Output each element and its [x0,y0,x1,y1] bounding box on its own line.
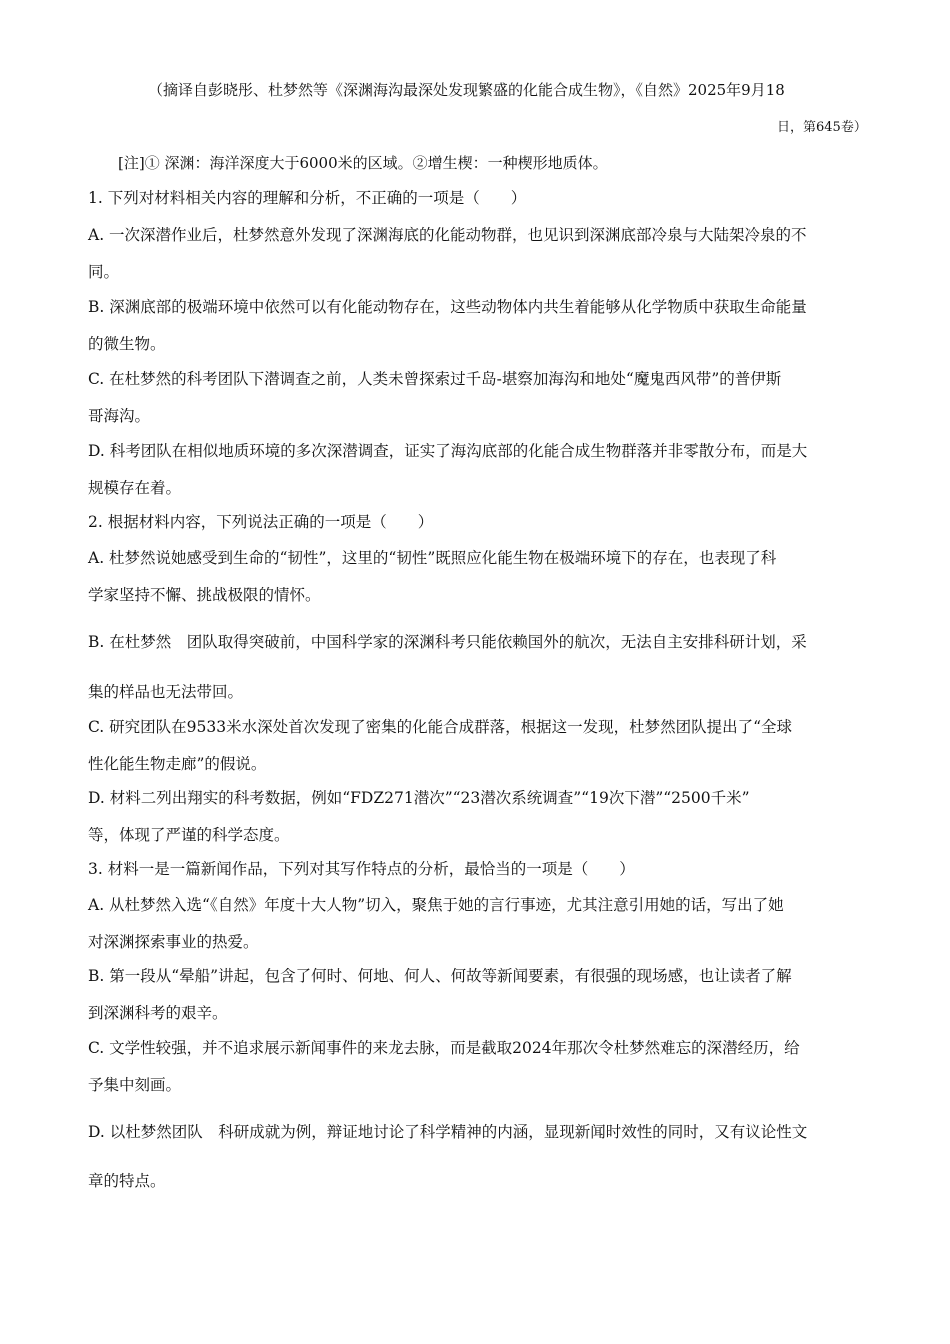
question-2-option-d: D. 材料二列出翔实的科考数据，例如“FDZ271潜次”“23潜次系统调查”“19次下潜”“2500千米” [88,789,750,807]
question-2-option-a: A. 杜梦然说她感受到生命的“韧性”，这里的“韧性”既照应化能生物在极端环境下的存在，也表现了科 [88,549,777,567]
question-1-option-c-cont: 哥海沟。 [88,407,151,425]
question-2-option-c-cont: 性化能生物走廊”的假说。 [88,755,267,773]
question-1-option-c: C. 在杜梦然的科考团队下潜调查之前，人类未曾探索过千岛-堪察加海沟和地处“魔鬼西风带”的普伊斯 [88,370,782,388]
question-3-option-d: D. 以杜梦然团队 科研成就为例，辩证地讨论了科学精神的内涵，显现新闻时效性的同时，又有议论性文 [88,1123,808,1141]
question-3-option-d-cont: 章的特点。 [88,1172,166,1190]
question-3-option-a: A. 从杜梦然入选“《自然》年度十大人物”切入，聚焦于她的言行事迹，尤其注意引用她的话，写出了她 [88,896,784,914]
footnote: [注]① 深渊：海洋深度大于6000米的区域。②增生楔：一种楔形地质体。 [118,154,608,172]
question-1-option-d: D. 科考团队在相似地质环境的多次深潜调查，证实了海沟底部的化能合成生物群落并非零散分布，而是大 [88,442,808,460]
question-3-option-b-cont: 到深渊科考的艰辛。 [88,1004,228,1022]
question-2-option-d-cont: 等，体现了严谨的科学态度。 [88,826,290,844]
source-citation-line-1: （摘译自彭晓彤、杜梦然等《深渊海沟最深处发现繁盛的化能合成生物》，《自然》2025年9月18 [148,81,785,99]
question-1-option-a: A. 一次深潜作业后，杜梦然意外发现了深渊海底的化能动物群，也见识到深渊底部冷泉与大陆架冷泉的不 [88,226,807,244]
question-3-option-c: C. 文学性较强，并不追求展示新闻事件的来龙去脉，而是截取2024年那次令杜梦然难忘的深潜经历，给 [88,1039,800,1057]
question-1-option-a-cont: 同。 [88,263,120,281]
question-2-stem: 2. 根据材料内容，下列说法正确的一项是（ ） [88,513,434,531]
question-1-stem: 1. 下列对材料相关内容的理解和分析，不正确的一项是（ ） [88,189,527,207]
question-1-option-b-cont: 的微生物。 [88,335,166,353]
question-3-option-a-cont: 对深渊探索事业的热爱。 [88,933,259,951]
source-citation-line-2: 日，第645卷） [777,120,867,135]
question-2-option-a-cont: 学家坚持不懈、挑战极限的情怀。 [88,586,321,604]
question-1-option-b: B. 深渊底部的极端环境中依然可以有化能动物存在，这些动物体内共生着能够从化学物质中获取生命能量 [88,298,807,316]
question-3-option-c-cont: 予集中刻画。 [88,1076,182,1094]
question-1-option-d-cont: 规模存在着。 [88,479,182,497]
question-2-option-b-cont: 集的样品也无法带回。 [88,683,244,701]
question-2-option-b: B. 在杜梦然 团队取得突破前，中国科学家的深渊科考只能依赖国外的航次，无法自主安排科研计划，采 [88,633,807,651]
question-3-stem: 3. 材料一是一篇新闻作品，下列对其写作特点的分析，最恰当的一项是（ ） [88,860,635,878]
question-3-option-b: B. 第一段从“晕船”讲起，包含了何时、何地、何人、何故等新闻要素，有很强的现场感，也让读者了解 [88,967,792,985]
question-2-option-c: C. 研究团队在9533米水深处首次发现了密集的化能合成群落，根据这一发现，杜梦然团队提出了“全球 [88,718,793,736]
